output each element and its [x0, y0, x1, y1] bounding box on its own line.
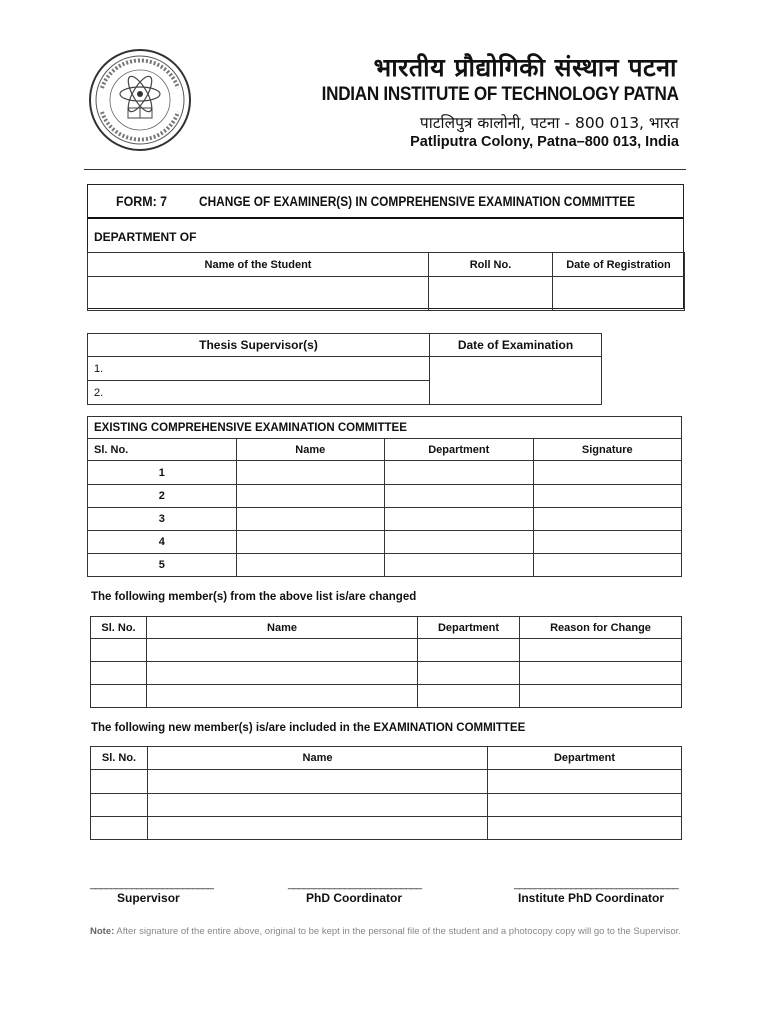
- header-date-registration: Date of Registration: [553, 253, 685, 277]
- roll-no-field[interactable]: [429, 277, 553, 311]
- signature-field[interactable]: [533, 531, 682, 554]
- header-divider: [84, 169, 686, 170]
- new-members-heading: The following new member(s) is/are included in the EXAMINATION COMMITTEE: [91, 722, 526, 734]
- sl-no-cell: 5: [88, 554, 237, 577]
- department-field[interactable]: [385, 485, 534, 508]
- signature-field[interactable]: [533, 554, 682, 577]
- date-examination-field[interactable]: [430, 357, 602, 405]
- name-field[interactable]: [236, 554, 385, 577]
- header-name: Name: [148, 747, 488, 770]
- institute-seal-logo: [88, 48, 192, 152]
- header-name: Name: [236, 439, 385, 461]
- note-text: After signature of the entire above, original to be kept in the personal file of the student and a photocopy copy will go to the Supervisor.: [116, 926, 681, 937]
- supervisor-label: Supervisor: [117, 891, 180, 905]
- signature-field[interactable]: [533, 461, 682, 485]
- department-field[interactable]: [385, 531, 534, 554]
- sl-no-field[interactable]: [91, 817, 148, 840]
- signature-field[interactable]: [533, 508, 682, 531]
- header-department: Department: [385, 439, 534, 461]
- header-name: Name: [147, 617, 418, 639]
- department-field[interactable]: [418, 685, 520, 708]
- changed-members-heading: The following member(s) from the above list is/are changed: [91, 591, 417, 603]
- header-sl-no: Sl. No.: [91, 617, 147, 639]
- new-members-table: [90, 746, 682, 840]
- department-field[interactable]: [385, 508, 534, 531]
- header-department: Department: [488, 747, 682, 770]
- address-english: Patliputra Colony, Patna–800 013, India: [410, 134, 679, 150]
- name-field[interactable]: [147, 662, 418, 685]
- institute-coordinator-signature-line[interactable]: ________________________________: [514, 878, 678, 890]
- supervisor-table: [87, 333, 602, 405]
- footer-note: [90, 925, 682, 938]
- department-field[interactable]: [418, 662, 520, 685]
- name-field[interactable]: [148, 770, 488, 794]
- header-student-name: Name of the Student: [88, 253, 429, 277]
- phd-coordinator-label: PhD Coordinator: [306, 891, 402, 905]
- signature-field[interactable]: [533, 485, 682, 508]
- form-number: FORM: 7: [116, 194, 168, 209]
- supervisor-signature-line[interactable]: ________________________: [90, 878, 213, 890]
- header-sl-no: Sl. No.: [91, 747, 148, 770]
- header-thesis-supervisor: Thesis Supervisor(s): [88, 334, 430, 357]
- existing-committee-table: [87, 416, 682, 577]
- reason-field[interactable]: [520, 662, 682, 685]
- sl-no-cell: 1: [88, 461, 237, 485]
- sl-no-cell: 3: [88, 508, 237, 531]
- address-hindi: पाटलिपुत्र कालोनी, पटना - 800 013, भारत: [419, 114, 679, 132]
- phd-coordinator-signature-line[interactable]: __________________________: [288, 878, 422, 890]
- supervisor-row-2[interactable]: 2.: [88, 381, 430, 405]
- name-field[interactable]: [236, 531, 385, 554]
- sl-no-field[interactable]: [91, 639, 147, 662]
- name-field[interactable]: [147, 685, 418, 708]
- header-sl-no: Sl. No.: [88, 439, 237, 461]
- department-field[interactable]: [418, 639, 520, 662]
- name-field[interactable]: [148, 817, 488, 840]
- student-name-field[interactable]: [88, 277, 429, 311]
- department-field[interactable]: [385, 554, 534, 577]
- department-field[interactable]: [488, 794, 682, 817]
- header-reason-for-change: Reason for Change: [520, 617, 682, 639]
- header-signature: Signature: [533, 439, 682, 461]
- institute-name: INDIAN INSTITUTE OF TECHNOLOGY PATNA: [322, 84, 679, 105]
- institute-name-hindi: भारतीय प्रौद्योगिकी संस्थान पटना: [373, 53, 677, 82]
- reason-field[interactable]: [520, 685, 682, 708]
- supervisor-row-1[interactable]: 1.: [88, 357, 430, 381]
- form-title: CHANGE OF EXAMINER(S) IN COMPREHENSIVE EXAMINATION COMMITTEE: [199, 194, 636, 209]
- header-roll-no: Roll No.: [429, 253, 553, 277]
- sl-no-field[interactable]: [91, 662, 147, 685]
- sl-no-cell: 4: [88, 531, 237, 554]
- changed-members-table: [90, 616, 682, 708]
- name-field[interactable]: [236, 508, 385, 531]
- student-details-table: [87, 252, 685, 311]
- institute-coordinator-label: Institute PhD Coordinator: [518, 891, 664, 905]
- sl-no-field[interactable]: [91, 770, 148, 794]
- name-field[interactable]: [147, 639, 418, 662]
- department-label: DEPARTMENT OF: [94, 230, 197, 244]
- sl-no-field[interactable]: [91, 685, 147, 708]
- note-label: Note:: [90, 926, 115, 937]
- date-registration-field[interactable]: [553, 277, 685, 311]
- sl-no-cell: 2: [88, 485, 237, 508]
- sl-no-field[interactable]: [91, 794, 148, 817]
- existing-committee-heading: EXISTING COMPREHENSIVE EXAMINATION COMMITTEE: [88, 417, 682, 439]
- reason-field[interactable]: [520, 639, 682, 662]
- name-field[interactable]: [148, 794, 488, 817]
- form-title-bar: [88, 185, 683, 219]
- name-field[interactable]: [236, 485, 385, 508]
- department-field[interactable]: [385, 461, 534, 485]
- name-field[interactable]: [236, 461, 385, 485]
- header-department: Department: [418, 617, 520, 639]
- department-field[interactable]: [488, 817, 682, 840]
- header-date-examination: Date of Examination: [430, 334, 602, 357]
- department-field[interactable]: [488, 770, 682, 794]
